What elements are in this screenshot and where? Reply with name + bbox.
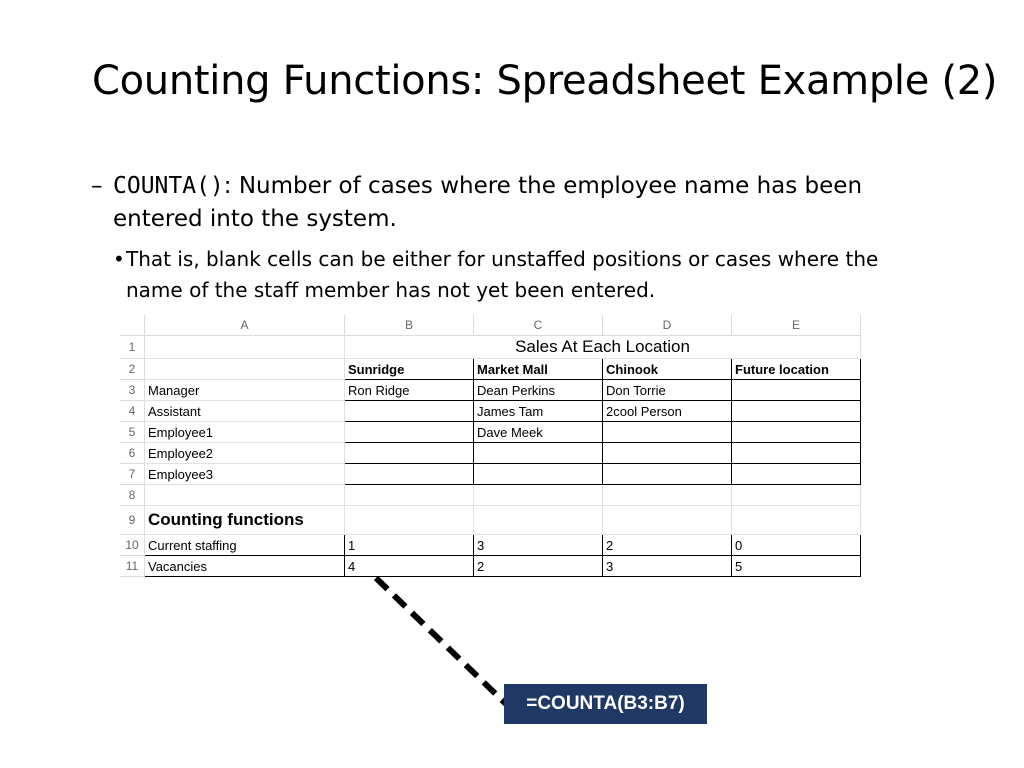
cell[interactable]: James Tam [474,401,603,422]
row-number[interactable]: 11 [120,556,145,577]
row-number[interactable]: 7 [120,464,145,485]
dash-marker: – [91,173,103,199]
row-number[interactable]: 6 [120,443,145,464]
column-header-a[interactable]: A [145,315,345,336]
cell[interactable]: 0 [732,535,861,556]
cell[interactable]: 2 [474,556,603,577]
header-cell[interactable]: Future location [732,359,861,380]
row-number[interactable]: 4 [120,401,145,422]
cell[interactable]: Ron Ridge [345,380,474,401]
cell[interactable]: Don Torrie [603,380,732,401]
cell[interactable]: 2 [603,535,732,556]
row-number[interactable]: 8 [120,485,145,506]
counting-heading-cell[interactable]: Counting functions [145,506,345,535]
header-cell[interactable]: Market Mall [474,359,603,380]
row-number[interactable]: 3 [120,380,145,401]
row-number[interactable]: 5 [120,422,145,443]
merged-title-cell[interactable]: Sales At Each Location [345,336,861,359]
row-label-cell[interactable]: Assistant [145,401,345,422]
function-code: COUNTA() [113,173,224,199]
row-number[interactable]: 9 [120,506,145,535]
row-number[interactable]: 10 [120,535,145,556]
row-label-cell[interactable]: Employee3 [145,464,345,485]
row-number[interactable]: 1 [120,336,145,359]
bullet-2-text: That is, blank cells can be either for unstaffed positions or cases where the name of the staff member has not yet been entered. [126,247,879,302]
cell[interactable]: 4 [345,556,474,577]
cell[interactable]: 1 [345,535,474,556]
column-header-b[interactable]: B [345,315,474,336]
row-number[interactable]: 2 [120,359,145,380]
row-label-cell[interactable]: Current staffing [145,535,345,556]
row-label-cell[interactable]: Employee2 [145,443,345,464]
connector-line [376,578,506,704]
cell[interactable]: 2cool Person [603,401,732,422]
cell[interactable]: Dean Perkins [474,380,603,401]
slide-title: Counting Functions: Spreadsheet Example (2) [92,58,998,104]
column-header-c[interactable]: C [474,315,603,336]
bullet-dot: • [113,247,125,271]
cell[interactable]: 3 [474,535,603,556]
bullet-1-text: : Number of cases where the employee name has been entered into the system. [113,173,863,232]
header-cell[interactable]: Sunridge [345,359,474,380]
header-cell[interactable]: Chinook [603,359,732,380]
cell[interactable]: Dave Meek [474,422,603,443]
row-label-cell[interactable]: Manager [145,380,345,401]
row-label-cell[interactable]: Employee1 [145,422,345,443]
column-header-e[interactable]: E [732,315,861,336]
column-header-d[interactable]: D [603,315,732,336]
formula-callout: =COUNTA(B3:B7) [504,684,707,724]
cell[interactable]: 3 [603,556,732,577]
cell[interactable]: 5 [732,556,861,577]
row-label-cell[interactable]: Vacancies [145,556,345,577]
